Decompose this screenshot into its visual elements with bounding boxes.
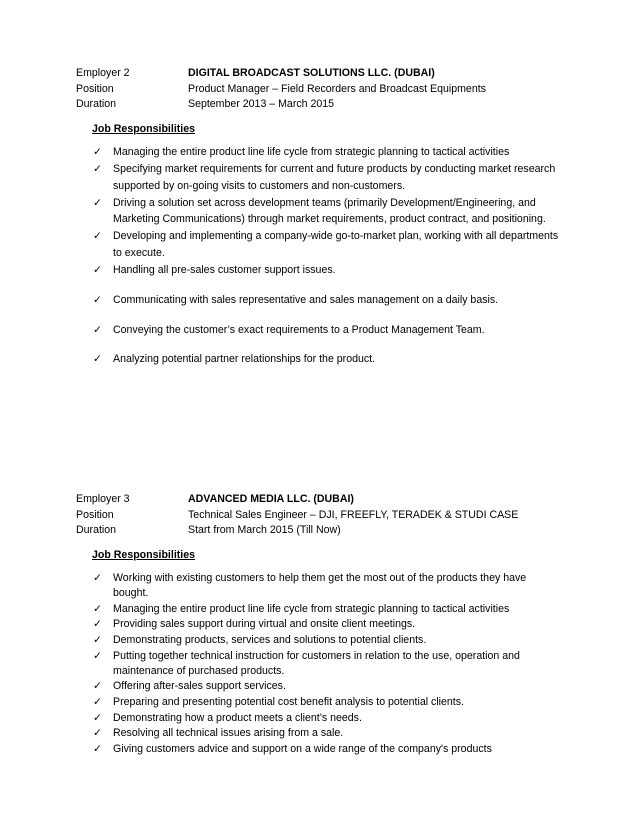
- checkmark-icon: ✓: [93, 695, 102, 708]
- checkmark-icon: ✓: [93, 633, 102, 646]
- list-item: [93, 679, 573, 694]
- list-item: [93, 711, 573, 726]
- employer-2-details: [76, 66, 596, 113]
- employer-3-details: [76, 492, 596, 539]
- responsibility-text: Developing and implementing a company-wide go-to-market plan, working with all departments: [113, 230, 559, 243]
- checkmark-icon: ✓: [93, 264, 102, 277]
- position-row: [76, 508, 596, 524]
- responsibility-text-continued: Marketing Communications) through market requirements, product contract, and positioning.: [113, 213, 546, 226]
- checkmark-icon: ✓: [93, 163, 102, 176]
- responsibility-text: Working with existing customers to help them get the most out of the products they have: [113, 572, 527, 584]
- position-label: Position: [76, 82, 114, 95]
- employer-label: Employer 2: [76, 67, 130, 79]
- list-item: [93, 351, 573, 367]
- checkmark-icon: ✓: [93, 649, 102, 662]
- responsibilities-list: [93, 144, 573, 369]
- list-item: [93, 649, 573, 679]
- duration-label: Duration: [76, 98, 117, 110]
- list-item: [93, 633, 573, 648]
- responsibility-text: Demonstrating how a product meets a client’s needs.: [113, 711, 362, 724]
- responsibility-text: Communicating with sales representative and sales management on a daily basis.: [113, 293, 499, 306]
- list-item: [93, 602, 573, 617]
- checkmark-icon: ✓: [93, 618, 102, 631]
- responsibility-text-continued: bought.: [113, 587, 149, 600]
- employer-row: [76, 492, 596, 508]
- duration-label: Duration: [76, 524, 117, 536]
- responsibility-text: Managing the entire product line life cycle from strategic planning to tactical activities: [113, 602, 510, 615]
- checkmark-icon: ✓: [93, 230, 102, 243]
- duration-row: [76, 97, 596, 113]
- list-item: [93, 617, 573, 632]
- employer-label: Employer 3: [76, 493, 130, 505]
- responsibility-text-continued: maintenance of purchased products.: [113, 664, 285, 677]
- duration-value: September 2013 – March 2015: [188, 98, 335, 110]
- checkmark-icon: ✓: [93, 146, 102, 158]
- responsibility-text-continued: supported by on-going visits to customers and non-customers.: [113, 179, 406, 192]
- job-responsibilities-heading: Job Responsibilities: [92, 549, 196, 561]
- responsibility-text: Giving customers advice and support on a wide range of the company's products: [113, 742, 492, 755]
- checkmark-icon: ✓: [93, 353, 102, 366]
- duration-value: Start from March 2015 (Till Now): [188, 524, 341, 536]
- checkmark-icon: ✓: [93, 742, 102, 755]
- responsibility-text: Specifying market requirements for current and future products by conducting market research: [113, 163, 556, 176]
- employer-row: [76, 66, 596, 82]
- checkmark-icon: ✓: [93, 196, 102, 209]
- responsibility-text: Resolving all technical issues arising from a sale.: [113, 727, 344, 740]
- list-item: [93, 144, 573, 160]
- list-item: [93, 322, 573, 338]
- employer-name: DIGITAL BROADCAST SOLUTIONS LLC. (DUBAI): [188, 67, 435, 79]
- responsibility-text: Handling all pre-sales customer support issues.: [113, 264, 336, 277]
- position-value: Technical Sales Engineer – DJI, FREEFLY, TERADEK & STUDI CASE: [188, 508, 519, 521]
- responsibility-text: Managing the entire product line life cycle from strategic planning to tactical activities: [113, 146, 510, 158]
- list-item: [93, 262, 573, 278]
- list-item: [93, 292, 573, 308]
- responsibility-text: Analyzing potential partner relationships for the product.: [113, 353, 376, 366]
- responsibility-text: Preparing and presenting potential cost benefit analysis to potential clients.: [113, 695, 464, 708]
- position-value: Product Manager – Field Recorders and Broadcast Equipments: [188, 82, 486, 95]
- responsibility-text: Conveying the customer’s exact requirements to a Product Management Team.: [113, 323, 485, 336]
- checkmark-icon: ✓: [93, 323, 102, 336]
- list-item: [93, 726, 573, 741]
- responsibility-text: Providing sales support during virtual and onsite client meetings.: [113, 618, 416, 631]
- checkmark-icon: ✓: [93, 680, 102, 693]
- responsibility-text: Offering after-sales support services.: [113, 680, 286, 693]
- checkmark-icon: ✓: [93, 293, 102, 306]
- duration-row: [76, 523, 596, 539]
- responsibility-text: Putting together technical instruction for customers in relation to the use, operation and: [113, 649, 520, 662]
- list-item: [93, 742, 573, 757]
- list-item: [93, 228, 573, 261]
- checkmark-icon: ✓: [93, 727, 102, 740]
- checkmark-icon: ✓: [93, 572, 102, 584]
- job-responsibilities-heading: Job Responsibilities: [92, 123, 196, 135]
- list-item: [93, 161, 573, 194]
- checkmark-icon: ✓: [93, 602, 102, 615]
- responsibility-text: Demonstrating products, services and solutions to potential clients.: [113, 633, 427, 646]
- position-label: Position: [76, 508, 114, 521]
- employer-name: ADVANCED MEDIA LLC. (DUBAI): [188, 493, 354, 505]
- position-row: [76, 82, 596, 98]
- checkmark-icon: ✓: [93, 711, 102, 724]
- responsibility-text: Driving a solution set across development teams (primarily Development/Engineering, and: [113, 196, 536, 209]
- list-item: [93, 695, 573, 710]
- list-item: [93, 571, 573, 601]
- responsibility-text-continued: to execute.: [113, 246, 165, 259]
- responsibilities-list: [93, 571, 573, 757]
- list-item: [93, 195, 573, 228]
